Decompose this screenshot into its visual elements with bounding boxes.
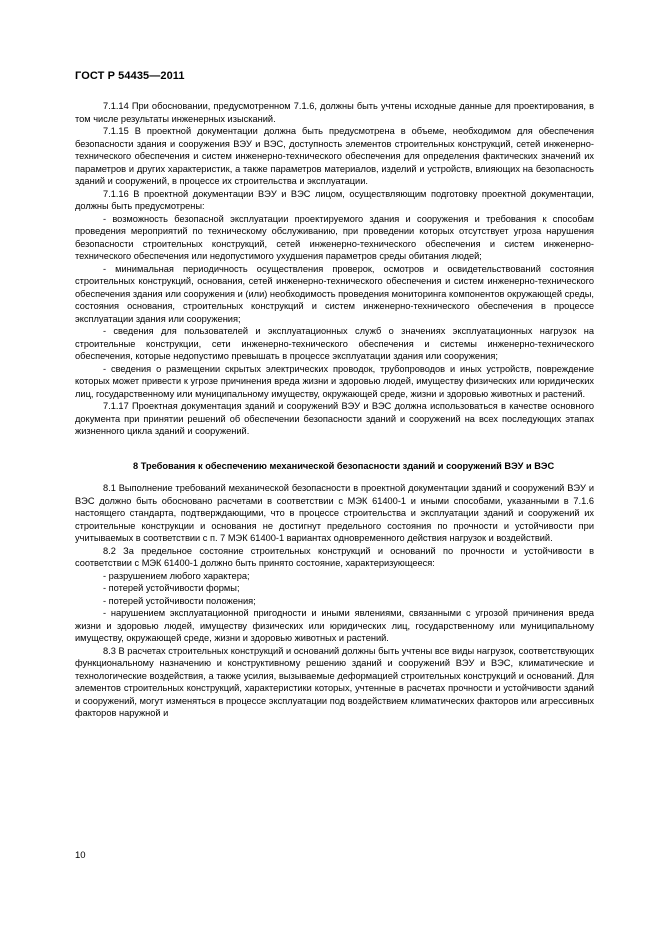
list-item: - минимальная периодичность осуществления проверок, осмотров и освидетельствований состояния строительных конструкций, основания, сетей инженерно-технического обеспечения и систем инженерно-технического обеспечения здания или сооружения и (или) необходимость проведения мониторинга компонентов окружающей среды, состояния основания, строительных конструкций и систем инженерно-технического обеспечения в процессе эксплуатации здания или сооружения;: [75, 263, 594, 324]
paragraph-7-1-16: 7.1.16 В проектной документации ВЭУ и ВЭС лицом, осуществляющим подготовку проектной документации, должны быть предусмотрены:: [75, 188, 594, 211]
section-heading-8: 8 Требования к обеспечению механической безопасности зданий и сооружений ВЭУ и ВЭС: [133, 460, 555, 471]
page-number: 10: [75, 850, 86, 861]
list-item: - возможность безопасной эксплуатации проектируемого здания и сооружения и требования к способам проведения мероприятий по техническому обслуживанию, при проведении которых отсутствует угроза нарушения безопасности строительных конструкций, сетей инженерно-технического обеспечения и систем инженерно-технического обеспечения или недопустимого ухудшения параметров среды обитания людей;: [75, 213, 594, 261]
paragraph-7-1-17: 7.1.17 Проектная документация зданий и сооружений ВЭУ и ВЭС должна использоваться в качестве основного документа при принятии решений об обеспечении безопасности зданий и сооружений на всех последующих этапах жизненного цикла зданий и сооружений.: [75, 401, 594, 436]
paragraph-7-1-15: 7.1.15 В проектной документации должна быть предусмотрена в объеме, необходимом для обеспечения безопасности здания и сооружения ВЭУ и ВЭС, доступность элементов строительных конструкций, сетей инженерно-технического обеспечения и систем инженерно-технического обеспечения для определения фактических значений их параметров и других характеристик, а также параметров материалов, изделий и устройств, влияющих на безопасность зданий и сооружений, в процессе их строительства и эксплуатации.: [75, 126, 594, 186]
paragraph-7-1-14: 7.1.14 При обосновании, предусмотренном 7.1.6, должны быть учтены исходные данные для проектирования, в том числе результаты инженерных изысканий.: [75, 101, 594, 124]
list-item: - сведения о размещении скрытых электрических проводок, трубопроводов и иных устройств, повреждение которых может привести к угрозе причинения вреда жизни и здоровью людей, имуществу физических или юридических лиц, государственному или муниципальному имуществу, окружающей среде, жизни и здоровью животных и растений.: [75, 363, 594, 399]
paragraph-8-2: 8.2 За предельное состояние строительных конструкций и оснований по прочности и устойчивости в соответствии с МЭК 61400-1 должно быть принято состояние, характеризующееся:: [75, 545, 594, 568]
document-body: [75, 100, 594, 720]
list-item: - потерей устойчивости положения;: [103, 595, 256, 606]
list-item: - потерей устойчивости формы;: [103, 583, 240, 593]
spacer: [75, 472, 594, 482]
list-item: - разрушением любого характера;: [103, 570, 250, 581]
document-header: ГОСТ Р 54435—2011: [75, 70, 185, 82]
list-item: - сведения для пользователей и эксплуатационных служб о значениях эксплуатационных нагрузок на строительные конструкции, сети инженерно-технического обеспечения и системы инженерно-технического обеспечения, которые недопустимо превышать в процессе эксплуатации здания или сооружения;: [75, 326, 594, 361]
list-item: - нарушением эксплуатационной пригодности и иными явлениями, связанными с угрозой причинения вреда жизни и здоровью людей, имуществу физических или юридических лиц, государственному или муниципальному имуществу, окружающей среде, жизни и здоровью животных и растений.: [75, 608, 594, 643]
paragraph-8-1: 8.1 Выполнение требований механической безопасности в проектной документации зданий и сооружений ВЭУ и ВЭС должно быть обосновано расчетами в соответствии с МЭК 61400-1 и иными способами, указанными в 7.1.6 настоящего стандарта, подтверждающими, что в процессе строительства и эксплуатации зданий и сооружений их строительные конструкции и основания не достигнут предельного состояния по прочности и устойчивости при учитываемых в соответствии с п. 7 МЭК 61400-1 вариантах одновременного действия нагрузок и воздействий.: [75, 483, 594, 543]
spacer: [75, 438, 594, 460]
paragraph-8-3: 8.3 В расчетах строительных конструкций и оснований должны быть учтены все виды нагрузок, соответствующих функциональному назначению и конструктивному решению зданий и сооружений ВЭУ и ВЭС, климатические и технологические воздействия, а также усилия, вызываемые деформацией строительных конструкций и оснований. Для элементов строительных конструкций, характеристики которых, учтенные в расчетах прочности и устойчивости зданий и сооружений, могут изменяться в процессе эксплуатации под воздействием климатических факторов или агрессивных факторов наружной и: [75, 645, 594, 718]
